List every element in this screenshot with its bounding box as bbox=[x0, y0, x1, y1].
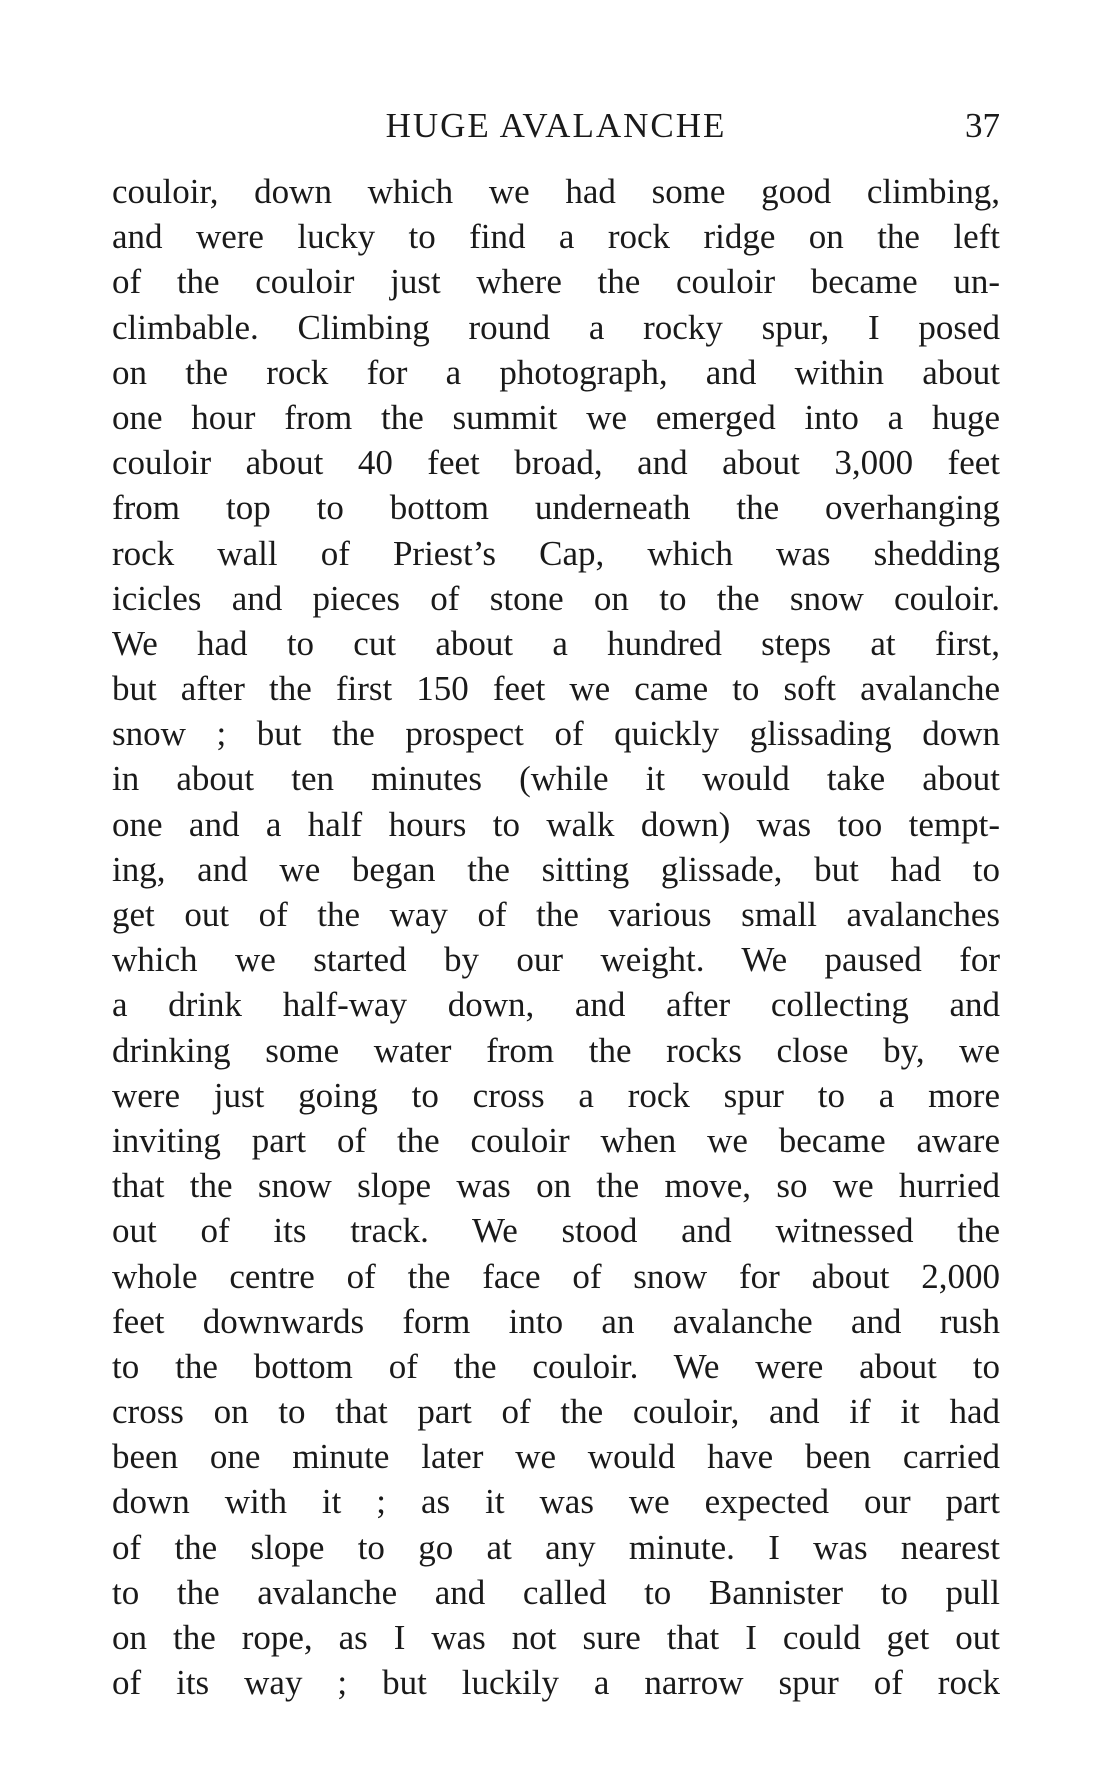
text-line: drinking some water from the rocks close by, we bbox=[112, 1030, 1000, 1070]
text-line: one and a half hours to walk down) was too tempt- bbox=[112, 804, 1000, 844]
text-line: icicles and pieces of stone on to the snow couloir. bbox=[112, 578, 1000, 618]
text-line: rock wall of Priest’s Cap, which was shedding bbox=[112, 533, 1000, 573]
text-line: of the couloir just where the couloir became un- bbox=[112, 262, 1000, 302]
text-line: on the rock for a photograph, and within about bbox=[112, 352, 1000, 392]
running-header bbox=[112, 104, 1000, 148]
text-line: whole centre of the face of snow for about 2,000 bbox=[112, 1256, 1000, 1296]
text-line: cross on to that part of the couloir, and if it had bbox=[112, 1392, 1000, 1432]
page-number: 37 bbox=[965, 106, 1000, 145]
text-line: one hour from the summit we emerged into a huge bbox=[112, 397, 1000, 437]
text-line: climbable. Climbing round a rocky spur, I posed bbox=[112, 307, 1000, 347]
text-line: out of its track. We stood and witnessed the bbox=[112, 1211, 1000, 1251]
text-line: of its way ; but luckily a narrow spur of rock bbox=[112, 1663, 1000, 1703]
text-line: a drink half-way down, and after collecting and bbox=[112, 985, 1000, 1025]
text-line: in about ten minutes (while it would take about bbox=[112, 759, 1000, 799]
text-line: couloir, down which we had some good climbing, bbox=[112, 172, 1000, 211]
text-line: to the bottom of the couloir. We were about to bbox=[112, 1346, 1000, 1386]
text-line: inviting part of the couloir when we became aware bbox=[112, 1120, 1000, 1160]
text-line: of the slope to go at any minute. I was nearest bbox=[112, 1527, 1000, 1567]
text-line: were just going to cross a rock spur to a more bbox=[112, 1075, 1000, 1115]
text-line: from top to bottom underneath the overhanging bbox=[112, 488, 1000, 528]
text-line: been one minute later we would have been carried bbox=[112, 1437, 1000, 1477]
text-line: get out of the way of the various small avalanches bbox=[112, 895, 1000, 934]
text-line: on the rope, as I was not sure that I could get out bbox=[112, 1618, 1000, 1657]
text-line: but after the first 150 feet we came to soft avalanche bbox=[112, 669, 1000, 709]
text-line: feet downwards form into an avalanche and rush bbox=[112, 1301, 1000, 1341]
text-line: that the snow slope was on the move, so we hurried bbox=[112, 1166, 1000, 1206]
text-line: ing, and we began the sitting glissade, but had to bbox=[112, 849, 1000, 889]
text-line: couloir about 40 feet broad, and about 3,000 feet bbox=[112, 443, 1000, 483]
text-line: down with it ; as it was we expected our part bbox=[112, 1482, 1000, 1522]
running-title: HUGE AVALANCHE bbox=[385, 106, 727, 145]
text-line: to the avalanche and called to Bannister to pull bbox=[112, 1572, 1000, 1612]
body-text bbox=[112, 169, 1000, 1705]
text-line: and were lucky to find a rock ridge on the left bbox=[112, 217, 1000, 257]
text-line: snow ; but the prospect of quickly glissading down bbox=[112, 714, 1000, 754]
text-line: We had to cut about a hundred steps at first, bbox=[112, 623, 1000, 663]
text-line: which we started by our weight. We paused for bbox=[112, 940, 1000, 980]
